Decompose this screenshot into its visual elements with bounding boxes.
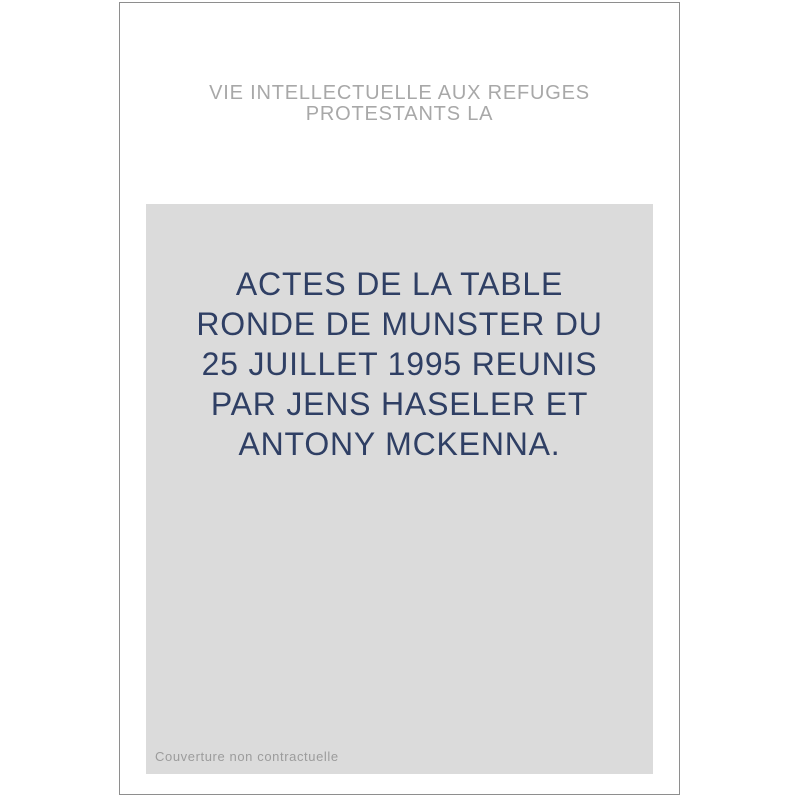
series-title-line-2: PROTESTANTS LA	[305, 103, 494, 125]
main-title-line-5: ANTONY MCKENNA.	[238, 426, 561, 462]
series-title-line-1: VIE INTELLECTUELLE AUX REFUGES	[209, 82, 590, 104]
main-title-line-2: RONDE DE MUNSTER DU	[196, 306, 603, 342]
series-title	[120, 83, 679, 125]
cover-placeholder-box	[146, 204, 653, 774]
book-main-title	[146, 204, 653, 464]
book-cover-page	[119, 2, 680, 795]
main-title-line-1: ACTES DE LA TABLE	[235, 266, 564, 302]
main-title-line-3: 25 JUILLET 1995 REUNIS	[201, 346, 598, 382]
main-title-line-4: PAR JENS HASELER ET	[210, 386, 589, 422]
cover-disclaimer: Couverture non contractuelle	[155, 749, 339, 764]
